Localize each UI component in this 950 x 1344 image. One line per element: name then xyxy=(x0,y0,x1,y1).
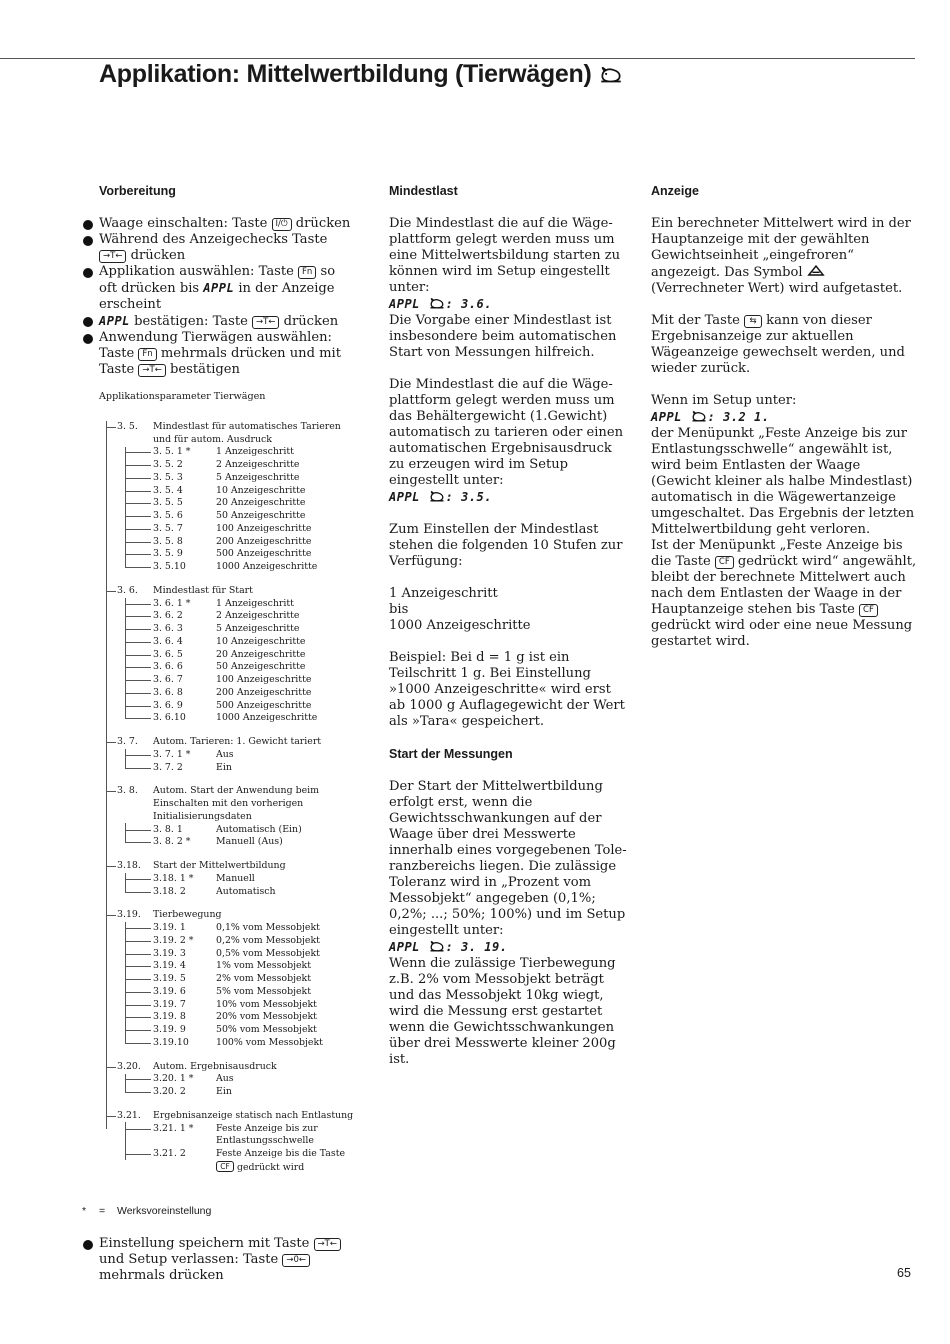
parameter-tree xyxy=(99,391,359,1186)
param-option: 3.19. 8 20% vom Messobjekt xyxy=(117,1011,359,1024)
cf-key-icon: CF xyxy=(216,1161,234,1172)
text-paragraph: Die Vorgabe einer Mindestlast ist insbesondere beim automatischen Start von Messungen hilfreich. xyxy=(389,313,617,360)
param-group-3-19: 3.19. Tierbewegung 3.19. 1 0,1% vom Messobjekt 3.19. 2 * 0,2% vom Messobjekt 3.19. 3 0,5% vom Messobjekt 3.19. 4 1% vom Messobjekt 3.19. 5 2% vom Messobjekt 3.19. 6 5% vom Messobjekt 3.19. 7 10% vom Messobjekt 3.19. 8 20% vom Messobjekt 3.19. 9 50% vom Messobjekt 3.19.10 100% vom Messobjekt xyxy=(99,909,359,1049)
heading-start: Start der Messungen xyxy=(389,747,513,761)
param-option: 3. 7. 1 * Aus xyxy=(117,749,359,762)
param-option: 3. 6. 4 10 Anzeigeschritte xyxy=(117,636,359,649)
param-option: 3.19. 6 5% vom Messobjekt xyxy=(117,986,359,999)
param-group-3-18: 3.18. Start der Mittelwertbildung 3.18. 1 * Manuell 3.18. 2 Automatisch xyxy=(99,860,359,898)
tare-key-icon: →T← xyxy=(252,316,279,329)
tare-key-icon: →T← xyxy=(314,1238,341,1251)
param-group-3-7: 3. 7. Autom. Tarieren: 1. Gewicht tariert 3. 7. 1 * Aus 3. 7. 2 Ein xyxy=(99,736,359,774)
param-option: 3. 6. 8 200 Anzeigeschritte xyxy=(117,687,359,700)
param-group-3-8: 3. 8. Autom. Start der Anwendung beim Einschalten mit den vorherigen Initialisierungsdaten 3. 8. 1 Automatisch (Ein) 3. 8. 2 * Manuell (Aus) xyxy=(99,785,359,849)
param-option: 3.21. 1 * Feste Anzeige bis zur Entlastungsschwelle xyxy=(117,1123,359,1149)
column-preparation xyxy=(82,183,354,378)
animal-icon xyxy=(598,65,624,85)
param-group-3-21: 3.21. Ergebnisanzeige statisch nach Entlastung 3.21. 1 * Feste Anzeige bis zur Entlastungsschwelle 3.21. 2 Feste Anzeige bis die Taste CF gedrückt wird xyxy=(99,1110,359,1175)
param-option: 3.20. 1 * Aus xyxy=(117,1073,359,1086)
tree-branch xyxy=(106,742,116,743)
param-option: 3. 6. 1 * 1 Anzeigeschritt xyxy=(117,598,359,611)
step-3: Applikation auswählen: Taste Fn so oft drücken bis APPL in der Anzeige erscheint xyxy=(82,264,354,313)
text-paragraph: Zum Einstellen der Mindestlast stehen die folgenden 10 Stufen zur Verfügung: xyxy=(389,522,623,569)
param-option: 3. 5. 4 10 Anzeigeschritte xyxy=(117,485,359,498)
animal-icon xyxy=(428,490,446,503)
text-paragraph: Wenn im Setup unter: xyxy=(651,393,797,408)
param-option: 3.19. 3 0,5% vom Messobjekt xyxy=(117,948,359,961)
param-option: 3. 5. 1 * 1 Anzeigeschritt xyxy=(117,446,359,459)
text-paragraph: Wenn die zulässige Tierbewegung z.B. 2% vom Messobjekt beträgt und das Messobjekt 10kg wiegt, wird die Messung erst gestartet wenn die Gewichtsschwankungen über drei Messwerte kleiner 200g ist. xyxy=(389,956,616,1067)
text-paragraph: Mit der Taste ⇆ kann von dieser Ergebnisanzeige zur aktuellen Wägeanzeige gewechselt werden, und wieder zurück. xyxy=(651,313,905,376)
step-5: Anwendung Tierwägen auswählen: Taste Fn mehrmals drücken und mit Taste →T← bestätigen xyxy=(82,330,354,378)
tree-branch xyxy=(106,1067,116,1068)
param-option: 3. 5. 2 2 Anzeigeschritte xyxy=(117,459,359,472)
cf-key-icon: CF xyxy=(715,556,734,569)
tree-branch xyxy=(106,427,116,428)
text-paragraph: Der Start der Mittelwertbildung erfolgt erst, wenn die Gewichtsschwankungen auf der Waage über drei Messwerte innerhalb eines vorgegebenen Toleranzbereichs liegen. Die zulässige Toleranz wird in „Prozent vom Messobjekt“ angegeben (0,1%; 0,2%; ...; 50%; 100%) und im Setup eingestellt unter: xyxy=(389,779,627,938)
calculated-value-icon xyxy=(807,264,825,277)
tree-branch xyxy=(106,866,116,867)
param-option: 3.19. 7 10% vom Messobjekt xyxy=(117,999,359,1012)
cf-key-icon: CF xyxy=(859,604,878,617)
footnote: * = Werksvoreinstellung xyxy=(82,1205,212,1217)
param-option: 3.19. 1 0,1% vom Messobjekt xyxy=(117,922,359,935)
param-option: 3. 5. 7 100 Anzeigeschritte xyxy=(117,523,359,536)
param-group-3-6: 3. 6. Mindestlast für Start 3. 6. 1 * 1 Anzeigeschritt 3. 6. 2 2 Anzeigeschritte 3. 6. 3 5 Anzeigeschritte 3. 6. 4 10 Anzeigeschritte 3. 6. 5 20 Anzeigeschritte 3. 6. 6 50 Anzeigeschritte 3. 6. 7 100 Anzeigeschritte 3. 6. 8 200 Anzeigeschritte 3. 6. 9 500 Anzeigeschritte 3. 6.10 1000 Anzeigeschritte xyxy=(99,585,359,725)
param-option: 3. 6. 2 2 Anzeigeschritte xyxy=(117,610,359,623)
param-option: 3.19. 4 1% vom Messobjekt xyxy=(117,960,359,973)
text-paragraph: Ein berechneter Mittelwert wird in der Hauptanzeige mit der gewählten Gewichtseinheit „eingefroren“ angezeigt. Das Symbol (Verrechneter Wert) wird aufgetastet. xyxy=(651,216,911,296)
heading-mindestlast: Mindestlast xyxy=(389,184,458,198)
lcd-code: APPL : 3.2 1. xyxy=(651,410,770,424)
param-option: 3. 5. 5 20 Anzeigeschritte xyxy=(117,497,359,510)
param-option: 3. 5. 9 500 Anzeigeschritte xyxy=(117,548,359,561)
column-mindestlast xyxy=(389,183,631,1068)
lcd-code: APPL : 3. 19. xyxy=(389,940,508,954)
param-group-3-5: 3. 5. Mindestlast für automatisches Tarieren und für autom. Ausdruck 3. 5. 1 * 1 Anzeigeschritt 3. 5. 2 2 Anzeigeschritte 3. 5. 3 5 Anzeigeschritte 3. 5. 4 10 Anzeigeschritte 3. 5. 5 20 Anzeigeschritte 3. 5. 6 50 Anzeigeschritte 3. 5. 7 100 Anzeigeschritte 3. 5. 8 200 Anzeigeschritte 3. 5. 9 500 Anzeigeschritte 3. 5.10 1000 Anzeigeschritte xyxy=(99,421,359,574)
text-paragraph: der Menüpunkt „Feste Anzeige bis zur Entlastungsschwelle“ angewählt ist, wird beim Entlasten der Waage (Gewicht kleiner als halbe Mindestlast) automatisch in die Wägewertanzeige umgeschaltet. Das Ergebnis der letzten Mittelwertbildung geht verloren. xyxy=(651,426,915,537)
param-option: 3. 6. 3 5 Anzeigeschritte xyxy=(117,623,359,636)
text-paragraph: Die Mindestlast die auf die Wägeplattform gelegt werden muss um das Behältergewicht (1.Gewicht) automatisch zu tarieren oder einen automatischen Ergebnisausdruck zu erzeugen wird im Setup eingestellt unter: xyxy=(389,377,624,488)
param-option: 3. 5. 8 200 Anzeigeschritte xyxy=(117,536,359,549)
param-option: 3.19.10 100% vom Messobjekt xyxy=(117,1037,359,1050)
page-title: Applikation: Mittelwertbildung (Tierwägen) xyxy=(99,60,624,89)
final-step: Einstellung speichern mit Taste →T← und Setup verlassen: Taste →0← mehrmals drücken xyxy=(82,1236,354,1284)
param-option: 3. 6. 9 500 Anzeigeschritte xyxy=(117,700,359,713)
tree-branch xyxy=(106,591,116,592)
param-option: 3. 8. 2 * Manuell (Aus) xyxy=(117,836,359,849)
heading-vorbereitung: Vorbereitung xyxy=(99,184,176,198)
tree-branch xyxy=(106,791,116,792)
param-option: 3. 5. 6 50 Anzeigeschritte xyxy=(117,510,359,523)
param-option: 3.18. 2 Automatisch xyxy=(117,886,359,899)
power-key-icon: I/⏻ xyxy=(272,218,292,231)
param-option: 3. 5. 3 5 Anzeigeschritte xyxy=(117,472,359,485)
text-paragraph: Beispiel: Bei d = 1 g ist ein Teilschritt 1 g. Bei Einstellung »1000 Anzeigeschritte« wird erst ab 1000 g Auflagegewicht der Wert als »Tara« gespeichert. xyxy=(389,650,625,729)
param-option: 3.18. 1 * Manuell xyxy=(117,873,359,886)
param-option: 3.19. 5 2% vom Messobjekt xyxy=(117,973,359,986)
text-paragraph: Die Mindestlast die auf die Wägeplattform gelegt werden muss um eine Mittelwertsbildung starten zu können wird im Setup eingestellt unter: xyxy=(389,216,621,295)
tare-key-icon: →T← xyxy=(138,364,165,377)
param-option: 3. 6. 5 20 Anzeigeschritte xyxy=(117,649,359,662)
animal-icon xyxy=(428,297,446,310)
param-option: 3.19. 2 * 0,2% vom Messobjekt xyxy=(117,935,359,948)
param-option: 3.19. 9 50% vom Messobjekt xyxy=(117,1024,359,1037)
param-option: 3. 6.10 1000 Anzeigeschritte xyxy=(117,712,359,725)
step-2: Während des Anzeigechecks Taste →T← drücken xyxy=(82,232,354,264)
tare-key-icon: →T← xyxy=(99,250,126,263)
param-option: 3. 6. 7 100 Anzeigeschritte xyxy=(117,674,359,687)
tree-title: Applikationsparameter Tierwägen xyxy=(99,391,266,402)
fn-key-icon: Fn xyxy=(138,348,156,361)
tree-branch xyxy=(106,1116,116,1117)
param-option: 3.20. 2 Ein xyxy=(117,1086,359,1099)
fn-key-icon: Fn xyxy=(298,266,316,279)
top-rule xyxy=(0,58,915,59)
column-anzeige xyxy=(651,183,919,650)
tree-branch xyxy=(106,915,116,916)
param-group-3-20: 3.20. Autom. Ergebnisausdruck 3.20. 1 * Aus 3.20. 2 Ein xyxy=(99,1061,359,1099)
animal-icon xyxy=(690,410,708,423)
param-option: 3.21. 2 Feste Anzeige bis die Taste CF gedrückt wird xyxy=(117,1148,359,1175)
step-1: Waage einschalten: Taste I/⏻ drücken xyxy=(82,216,354,232)
text-paragraph: 1 Anzeigeschritt bis 1000 Anzeigeschritte xyxy=(389,586,531,633)
lcd-code: APPL : 3.5. xyxy=(389,490,492,504)
page-number: 65 xyxy=(897,1266,911,1280)
heading-anzeige: Anzeige xyxy=(651,184,699,198)
param-option: 3. 7. 2 Ein xyxy=(117,762,359,775)
animal-icon xyxy=(428,940,446,953)
param-option: 3. 8. 1 Automatisch (Ein) xyxy=(117,824,359,837)
toggle-key-icon: ⇆ xyxy=(744,315,762,328)
step-4: APPL bestätigen: Taste →T← drücken xyxy=(82,313,354,330)
param-option: 3. 6. 6 50 Anzeigeschritte xyxy=(117,661,359,674)
param-option: 3. 5.10 1000 Anzeigeschritte xyxy=(117,561,359,574)
zero-key-icon: →0← xyxy=(282,1254,310,1267)
lcd-code: APPL : 3.6. xyxy=(389,297,492,311)
text-paragraph: Ist der Menüpunkt „Feste Anzeige bis die Taste CF gedrückt wird“ angewählt, bleibt der berechnete Mittelwert auch nach dem Entlasten der Waage in der Hauptanzeige stehen bis Taste CF gedrückt wird oder eine neue Messung gestartet wird. xyxy=(651,538,917,649)
